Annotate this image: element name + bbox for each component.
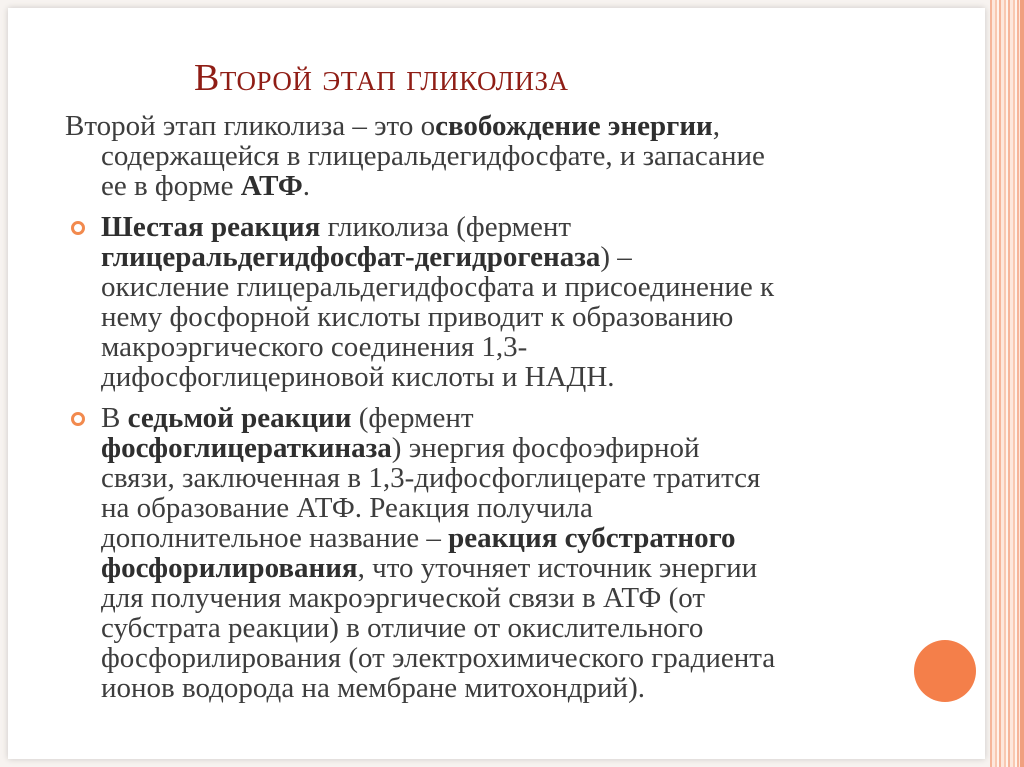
- item-line: [101, 433, 945, 463]
- bullet-item-seventh-reaction: [65, 403, 945, 703]
- item-line: [101, 553, 945, 583]
- bold-text: Шестая реакция: [101, 211, 321, 243]
- bold-text: фосфоглицераткиназа: [101, 432, 392, 464]
- item-line: для получения макроэргической связи в АТФ (от: [101, 582, 706, 614]
- intro-paragraph: [65, 111, 945, 201]
- item-line: на образование АТФ. Реакция получила: [101, 492, 593, 524]
- bullet-ring-icon: [71, 412, 85, 426]
- bold-text: АТФ: [240, 170, 303, 202]
- text: ) –: [600, 241, 632, 273]
- item-line: [101, 403, 945, 433]
- decorative-stripes: [990, 0, 1020, 767]
- decorative-edge: [1020, 0, 1024, 767]
- item-line: [101, 242, 945, 272]
- text: ее в форме: [101, 170, 241, 202]
- text: (фермент: [351, 402, 474, 434]
- item-line: ионов водорода на мембране митохондрий).: [101, 672, 645, 704]
- text: В: [101, 402, 128, 434]
- intro-line: содержащейся в глицеральдегидфосфате, и запасание: [101, 140, 765, 172]
- text: .: [302, 170, 311, 202]
- intro-line: [65, 171, 945, 201]
- text: ,: [712, 110, 721, 142]
- intro-line: [65, 111, 945, 141]
- text: , что уточняет источник энергии: [357, 552, 758, 584]
- text: дополнительное название –: [101, 522, 449, 554]
- bold-text: реакция субстратного: [448, 522, 736, 554]
- text: гликолиза (фермент: [320, 211, 572, 243]
- bold-text: свобождение энергии: [435, 110, 713, 142]
- bold-text: седьмой реакции: [127, 402, 352, 434]
- item-line: окисление глицеральдегидфосфата и присоединение к: [101, 271, 775, 303]
- slide: [8, 8, 985, 759]
- decorative-circle: [914, 640, 976, 702]
- bold-text: фосфорилирования: [101, 552, 358, 584]
- text: ) энергия фосфоэфирной: [391, 432, 700, 464]
- slide-title: Второй этап гликолиза: [194, 57, 569, 99]
- slide-body: [65, 111, 945, 703]
- item-line: фосфорилирования (от электрохимического градиента: [101, 642, 776, 674]
- bullet-ring-icon: [71, 221, 85, 235]
- item-line: макроэргического соединения 1,3-: [101, 331, 528, 363]
- item-line: субстрата реакции) в отличие от окислительного: [101, 612, 704, 644]
- item-line: связи, заключенная в 1,3-дифосфоглицерате тратится: [101, 462, 761, 494]
- item-line: дифосфоглицериновой кислоты и НАДН.: [101, 361, 615, 393]
- item-line: нему фосфорной кислоты приводит к образованию: [101, 301, 734, 333]
- item-line: [101, 523, 945, 553]
- text: Второй этап гликолиза – это о: [65, 110, 436, 142]
- bullet-item-sixth-reaction: [65, 212, 945, 392]
- item-line: [101, 212, 945, 242]
- bold-text: глицеральдегидфосфат-дегидрогеназа: [101, 241, 601, 273]
